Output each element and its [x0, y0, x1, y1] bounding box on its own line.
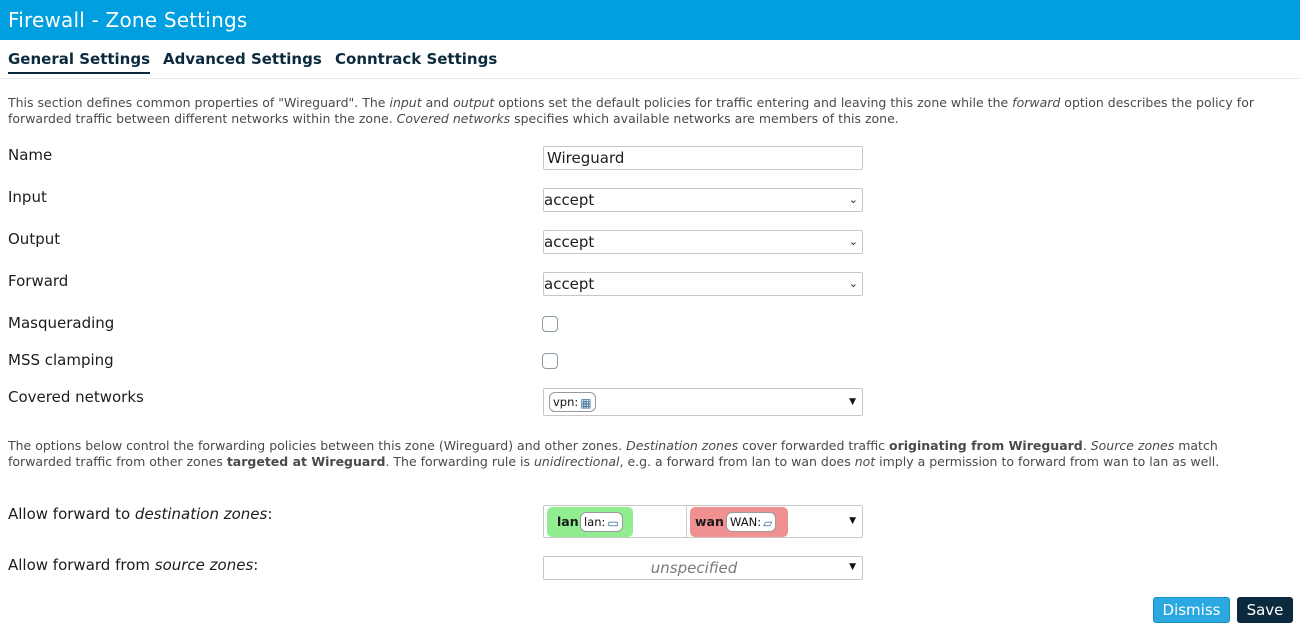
- desc-text: cover forwarded traffic: [738, 438, 890, 453]
- desc-text: output: [453, 95, 495, 110]
- zone-name: wan: [695, 514, 724, 529]
- tab-divider: [0, 78, 1300, 79]
- zone-separator: [686, 506, 687, 537]
- desc-text: Source zones: [1090, 438, 1175, 453]
- chevron-down-icon: ⌄: [848, 277, 858, 290]
- save-button[interactable]: Save: [1237, 597, 1293, 623]
- network-chip-label: vpn:: [553, 395, 579, 409]
- mss-clamping-checkbox[interactable]: [542, 353, 558, 369]
- dest-zones-label-b: destination zones: [134, 505, 268, 523]
- zone-network-chip: [726, 512, 776, 532]
- dialog-title: Firewall - Zone Settings: [8, 8, 248, 32]
- dropdown-arrow-icon: ▼: [849, 397, 856, 407]
- forwarding-description: [8, 438, 1278, 470]
- zone-chip-wan: [690, 507, 788, 537]
- zone-network-label: WAN:: [730, 515, 762, 529]
- desc-text: . The forwarding rule is: [385, 454, 534, 469]
- forward-label: Forward: [8, 272, 69, 290]
- masquerading-label: Masquerading: [8, 314, 115, 332]
- desc-text: specifies which available networks are members of this zone.: [510, 111, 899, 126]
- forward-select-value: accept: [544, 275, 595, 293]
- chevron-down-icon: ⌄: [848, 193, 858, 206]
- desc-text: targeted at Wireguard: [226, 454, 386, 469]
- desc-text: , e.g. a forward from lan to wan does: [619, 454, 855, 469]
- network-icon: ▱: [763, 515, 773, 530]
- dest-zones-dropdown[interactable]: [543, 505, 863, 538]
- chevron-down-icon: ⌄: [848, 235, 858, 248]
- desc-text: originating from Wireguard: [889, 438, 1083, 453]
- desc-text: option describes the policy for forwarded traffic between different networks within the zone.: [8, 95, 1254, 126]
- input-label: Input: [8, 188, 47, 206]
- name-label: Name: [8, 146, 53, 164]
- network-chip-vpn: [549, 392, 596, 412]
- desc-text: unidirectional: [534, 454, 620, 469]
- output-select[interactable]: [543, 230, 863, 254]
- zone-name: lan: [557, 514, 579, 529]
- source-zones-placeholder: unspecified: [650, 559, 738, 577]
- desc-text: Covered networks: [396, 111, 511, 126]
- desc-text: .: [1082, 438, 1091, 453]
- desc-text: Destination zones: [626, 438, 739, 453]
- desc-text: not: [854, 454, 876, 469]
- desc-text: options set the default policies for traffic entering and leaving this zone while the: [494, 95, 1013, 110]
- network-icon: ▦: [580, 395, 592, 410]
- output-select-value: accept: [544, 233, 595, 251]
- input-select[interactable]: [543, 188, 863, 212]
- dest-zones-label-a: Allow forward to: [8, 505, 135, 523]
- desc-text: imply a permission to forward from wan to lan as well.: [875, 454, 1220, 469]
- source-zones-label-c: :: [253, 556, 259, 574]
- masquerading-checkbox[interactable]: [542, 316, 558, 332]
- covered-networks-label: Covered networks: [8, 388, 144, 406]
- name-input[interactable]: [543, 146, 863, 170]
- tab-conntrack-settings[interactable]: Conntrack Settings: [335, 50, 498, 68]
- zone-chip-lan: [547, 507, 689, 537]
- zone-network-label: lan:: [584, 515, 606, 529]
- network-icon: ▭: [607, 515, 619, 530]
- desc-text: forward: [1012, 95, 1061, 110]
- desc-text: match forwarded traffic from other zones: [8, 438, 1218, 469]
- dialog-titlebar: [0, 0, 1300, 40]
- zone-network-chip: [580, 512, 623, 532]
- input-select-value: accept: [544, 191, 595, 209]
- desc-text: This section defines common properties of "Wireguard". The: [8, 95, 390, 110]
- dest-zones-label-c: :: [267, 505, 273, 523]
- tab-general-settings[interactable]: General Settings: [8, 49, 150, 74]
- section-description: [8, 95, 1278, 127]
- covered-networks-dropdown[interactable]: [543, 388, 863, 416]
- desc-text: input: [389, 95, 422, 110]
- desc-text: The options below control the forwarding policies between this zone (Wireguard) and other zones.: [8, 438, 627, 453]
- dropdown-arrow-icon: ▼: [849, 516, 856, 526]
- dropdown-arrow-icon: ▼: [849, 562, 856, 572]
- dest-zones-label: [8, 505, 272, 523]
- source-zones-label-b: source zones: [154, 556, 254, 574]
- dismiss-button[interactable]: Dismiss: [1153, 597, 1230, 623]
- desc-text: and: [421, 95, 454, 110]
- output-label: Output: [8, 230, 61, 248]
- forward-select[interactable]: [543, 272, 863, 296]
- source-zones-dropdown[interactable]: [543, 556, 863, 580]
- source-zones-label-a: Allow forward from: [8, 556, 155, 574]
- source-zones-label: [8, 556, 258, 574]
- mss-clamping-label: MSS clamping: [8, 351, 114, 369]
- tab-advanced-settings[interactable]: Advanced Settings: [163, 50, 322, 68]
